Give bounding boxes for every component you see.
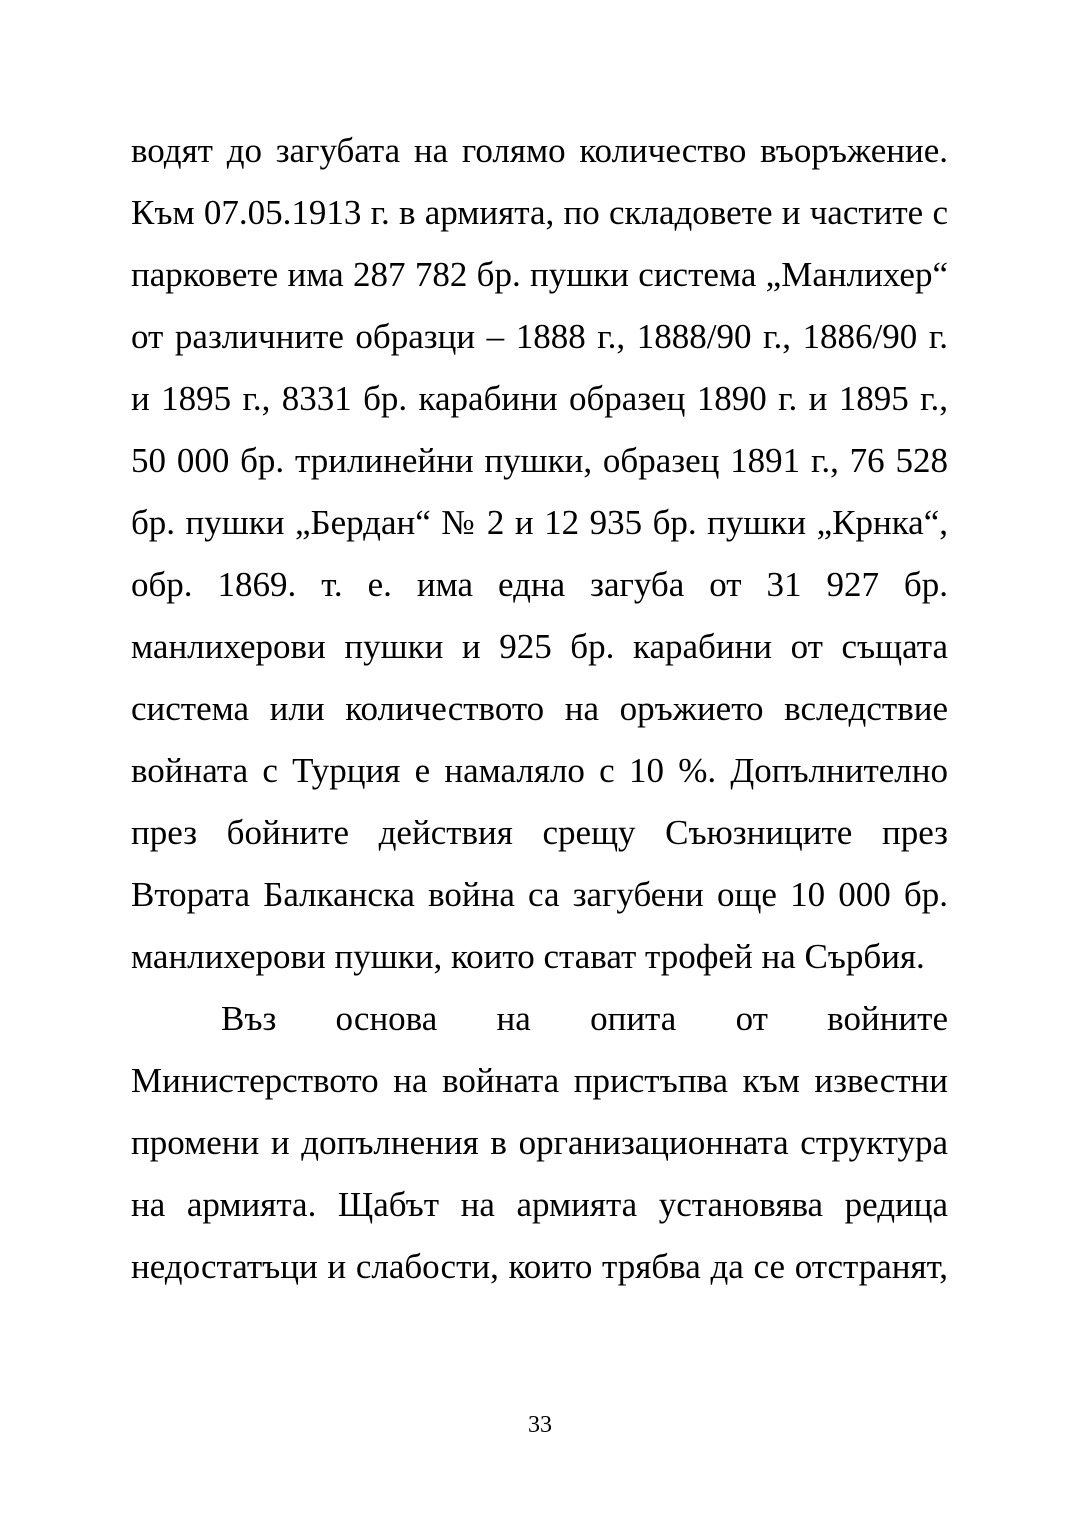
text-line: манлихерови пушки и 925 бр. карабини от същата [131, 627, 948, 666]
text-line: Въз основа на опита от войните [221, 999, 948, 1038]
text-line: манлихерови пушки, които стават трофей на Сърбия. [131, 937, 925, 976]
text-line: и 1895 г., 8331 бр. карабини образец 1890 г. и 1895 г., [131, 379, 948, 418]
text-line: парковете има 287 782 бр. пушки система „Манлихер“ [131, 255, 948, 294]
text-line: обр. 1869. т. е. има една загуба от 31 927 бр. [131, 565, 948, 604]
text-line: Министерството на войната пристъпва към известни [131, 1061, 948, 1100]
text-line: от различните образци – 1888 г., 1888/90 г., 1886/90 г. [131, 317, 948, 356]
text-line: 50 000 бр. трилинейни пушки, образец 1891 г., 76 528 [131, 441, 948, 480]
text-line: бр. пушки „Бердан“ № 2 и 12 935 бр. пушки „Крнка“, [131, 503, 948, 542]
text-line: недостатъци и слабости, които трябва да се отстранят, [131, 1247, 948, 1286]
text-line: промени и допълнения в организационната структура [131, 1123, 948, 1162]
text-line: система или количеството на оръжието вследствие [131, 689, 948, 728]
body-text [131, 120, 948, 1298]
text-line: водят до загубата на голямо количество въоръжение. [131, 131, 948, 170]
text-line: на армията. Щабът на армията установява редица [131, 1185, 948, 1224]
page-number: 33 [528, 1412, 552, 1438]
text-line: Втората Балканска война са загубени още 10 000 бр. [131, 875, 948, 914]
text-line: през бойните действия срещу Съюзниците през [131, 813, 948, 852]
text-line: войната с Турция е намаляло с 10 %. Допълнително [131, 751, 948, 790]
text-line: Към 07.05.1913 г. в армията, по складовете и частите с [131, 193, 948, 232]
